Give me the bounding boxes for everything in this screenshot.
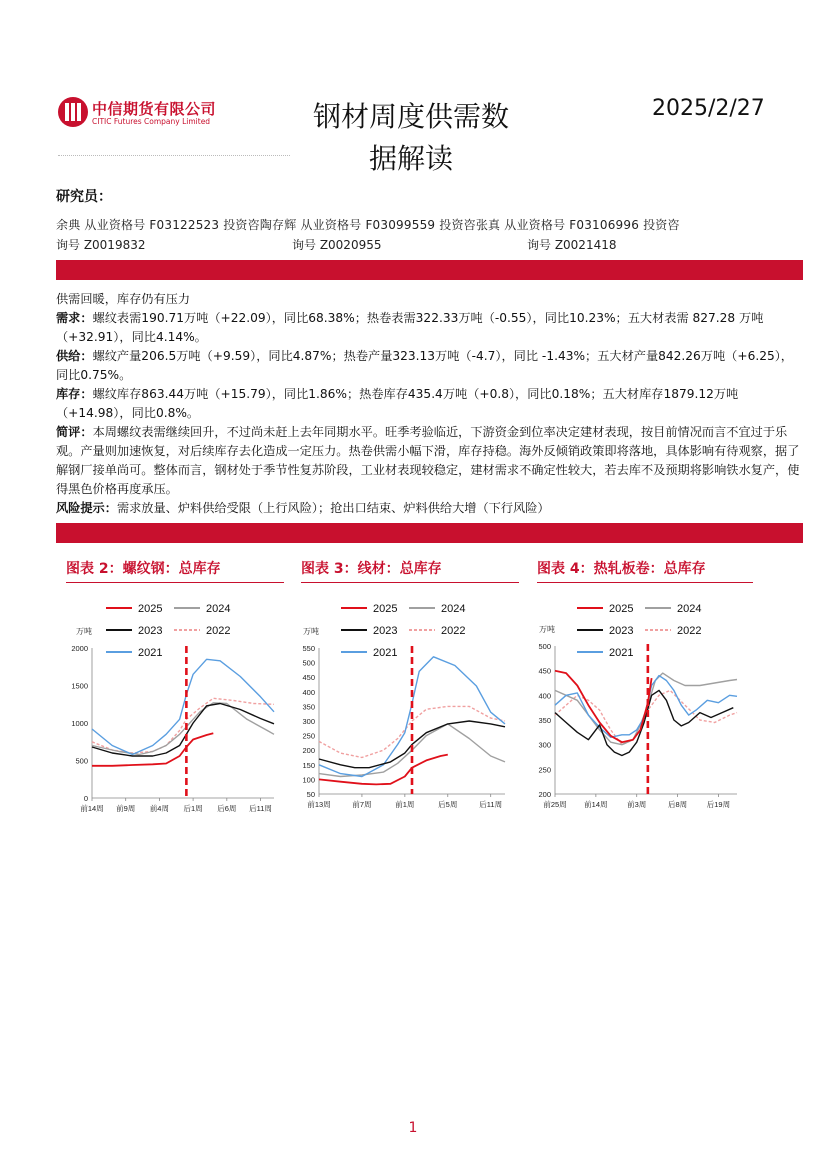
comment-text: 本周螺纹表需继续回升，不过尚未赶上去年同期水平。旺季考验临近，下游资金到位率决定建材表现，按目前情况而言不宜过于乐观。产量则加速恢复，对后续库存去化造成一定压力。热卷供需小幅下滑，库存持稳。海外反倾销政策即将落地，具体影响有待观察，据了解钢厂接单尚可。整体而言，钢材处于季节性复苏阶段，工业材表现较稳定，建材需求不确定性较大，若去库不及预期将影响铁水复产，使得黑色价格再度承压。 xyxy=(56,425,800,496)
summary-headline: 供需回暖，库存仍有压力 xyxy=(56,292,191,306)
stock-paragraph xyxy=(56,385,804,423)
chart-title-rule xyxy=(537,582,753,583)
x-tick-label: 前14周 xyxy=(584,800,608,809)
series-line-2024 xyxy=(92,703,274,755)
y-tick-label: 450 xyxy=(302,673,315,683)
page-number: 1 xyxy=(408,1120,418,1136)
y-tick-label: 150 xyxy=(302,760,315,770)
y-tick-label: 350 xyxy=(302,702,315,712)
x-tick-label: 后11周 xyxy=(249,804,272,813)
header-divider xyxy=(58,155,290,156)
y-tick-label: 300 xyxy=(302,717,315,726)
legend-label-2021: 2021 xyxy=(138,647,163,659)
supply-text: 螺纹产量206.5万吨（+9.59），同比4.87%；热卷产量323.13万吨（-4.7），同比 -1.43%；五大材产量842.26万吨（+6.25），同比0.75%。 xyxy=(56,349,793,382)
risk-paragraph xyxy=(56,499,804,518)
stock-label: 库存： xyxy=(56,387,93,401)
chart-hrc-inventory xyxy=(527,592,761,818)
comment-paragraph xyxy=(56,423,804,499)
researcher-1-cert: 询号 Z0019832 xyxy=(56,238,146,252)
legend-label-2021: 2021 xyxy=(373,647,398,659)
series-line-2025 xyxy=(319,755,448,785)
demand-label: 需求： xyxy=(56,311,93,325)
x-tick-label: 后5周 xyxy=(438,800,458,809)
chart-title-rebar: 图表 2：螺纹钢：总库存 xyxy=(66,561,221,577)
legend-label-2024: 2024 xyxy=(206,603,231,615)
supply-label: 供给： xyxy=(56,349,93,363)
risk-text: 需求放量、炉料供给受限（上行风险）；抢出口结束、炉料供给大增（下行风险） xyxy=(116,501,550,515)
x-tick-label: 后11周 xyxy=(479,800,503,809)
citic-emblem-icon xyxy=(58,97,88,127)
chart-title-wire-rod: 图表 3：线材：总库存 xyxy=(301,561,442,577)
y-tick-label: 100 xyxy=(302,775,315,785)
y-tick-label: 1500 xyxy=(71,681,88,691)
x-tick-label: 后6周 xyxy=(217,804,237,813)
stock-text: 螺纹库存863.44万吨（+15.79），同比1.86%；热卷库存435.4万吨（+0.8），同比0.18%；五大材库存1879.12万吨（+14.98），同比0.8%。 xyxy=(56,387,739,420)
y-tick-label: 200 xyxy=(538,790,551,799)
x-tick-label: 前9周 xyxy=(116,804,136,813)
y-tick-label: 500 xyxy=(75,756,88,766)
researcher-3-cert: 询号 Z0021418 xyxy=(527,238,617,252)
logo-cn-text: 中信期货有限公司 xyxy=(92,100,217,118)
chart-title-rule xyxy=(66,582,284,583)
y-tick-label: 2000 xyxy=(71,644,88,653)
x-tick-label: 后8周 xyxy=(667,800,688,809)
demand-text: 螺纹表需190.71万吨（+22.09），同比68.38%；热卷表需322.33万吨（-0.55），同比10.23%；五大材表需 827.28 万吨（+32.91），同比4.14%。 xyxy=(56,311,764,344)
supply-paragraph xyxy=(56,347,804,385)
chart-title-rule xyxy=(301,582,519,583)
report-title-line1: 钢材周度供需数 xyxy=(312,100,509,133)
demand-paragraph xyxy=(56,309,804,347)
legend-label-2023: 2023 xyxy=(138,625,163,637)
y-axis-unit-label: 万吨 xyxy=(539,625,555,634)
researcher-2-cert: 询号 Z0020955 xyxy=(292,238,382,252)
report-title xyxy=(296,96,526,180)
legend-label-2022: 2022 xyxy=(677,625,702,637)
y-tick-label: 250 xyxy=(538,765,551,775)
legend-label-2023: 2023 xyxy=(609,625,634,637)
section-divider-bar xyxy=(56,260,803,280)
y-axis-unit-label: 万吨 xyxy=(303,627,319,636)
x-tick-label: 后1周 xyxy=(183,804,203,813)
logo-en-text: CITIC Futures Company Limited xyxy=(92,117,211,126)
y-tick-label: 0 xyxy=(83,794,88,803)
legend-label-2025: 2025 xyxy=(138,603,163,615)
y-tick-label: 400 xyxy=(302,687,315,697)
researchers-label: 研究员： xyxy=(56,189,112,205)
legend-label-2021: 2021 xyxy=(609,647,634,659)
chart-wire-rod-inventory xyxy=(291,592,525,818)
legend-label-2024: 2024 xyxy=(677,603,702,615)
chart-rebar-inventory xyxy=(56,592,290,818)
y-tick-label: 300 xyxy=(538,740,551,750)
x-tick-label: 前4周 xyxy=(149,804,169,813)
summary-section xyxy=(56,290,804,518)
legend-label-2025: 2025 xyxy=(373,603,398,615)
x-tick-label: 后19周 xyxy=(706,800,731,809)
report-title-line2: 据解读 xyxy=(368,142,453,175)
legend-label-2022: 2022 xyxy=(206,625,231,637)
y-tick-label: 350 xyxy=(538,716,551,725)
x-tick-label: 前13周 xyxy=(307,800,331,809)
y-tick-label: 250 xyxy=(302,731,315,741)
legend-label-2023: 2023 xyxy=(373,625,398,637)
y-axis-unit-label: 万吨 xyxy=(76,627,92,636)
y-tick-label: 50 xyxy=(306,790,315,799)
chart-title-hrc: 图表 4：热轧板卷：总库存 xyxy=(537,561,706,577)
legend-label-2022: 2022 xyxy=(441,625,466,637)
x-tick-label: 前1周 xyxy=(395,800,415,809)
section-divider-bar xyxy=(56,523,803,543)
comment-label: 简评： xyxy=(56,425,93,439)
y-tick-label: 500 xyxy=(538,642,551,651)
y-tick-label: 550 xyxy=(302,644,315,653)
x-tick-label: 前3周 xyxy=(627,800,647,809)
y-tick-label: 450 xyxy=(538,666,551,676)
legend-label-2024: 2024 xyxy=(441,603,466,615)
y-tick-label: 400 xyxy=(538,691,551,701)
legend-label-2025: 2025 xyxy=(609,603,634,615)
x-tick-label: 前25周 xyxy=(543,800,567,809)
report-date: 2025/2/27 xyxy=(652,96,765,121)
researchers-line: 余典 从业资格号 F03122523 投资咨陶存辉 从业资格号 F03099559 投资咨张真 从业资格号 F03106996 投资咨 xyxy=(56,218,680,232)
risk-label: 风险提示： xyxy=(56,501,117,515)
company-logo xyxy=(58,97,228,133)
x-tick-label: 前14周 xyxy=(80,804,104,813)
y-tick-label: 500 xyxy=(302,658,315,668)
x-tick-label: 前7周 xyxy=(352,800,372,809)
y-tick-label: 1000 xyxy=(71,719,88,728)
y-tick-label: 200 xyxy=(302,746,315,756)
